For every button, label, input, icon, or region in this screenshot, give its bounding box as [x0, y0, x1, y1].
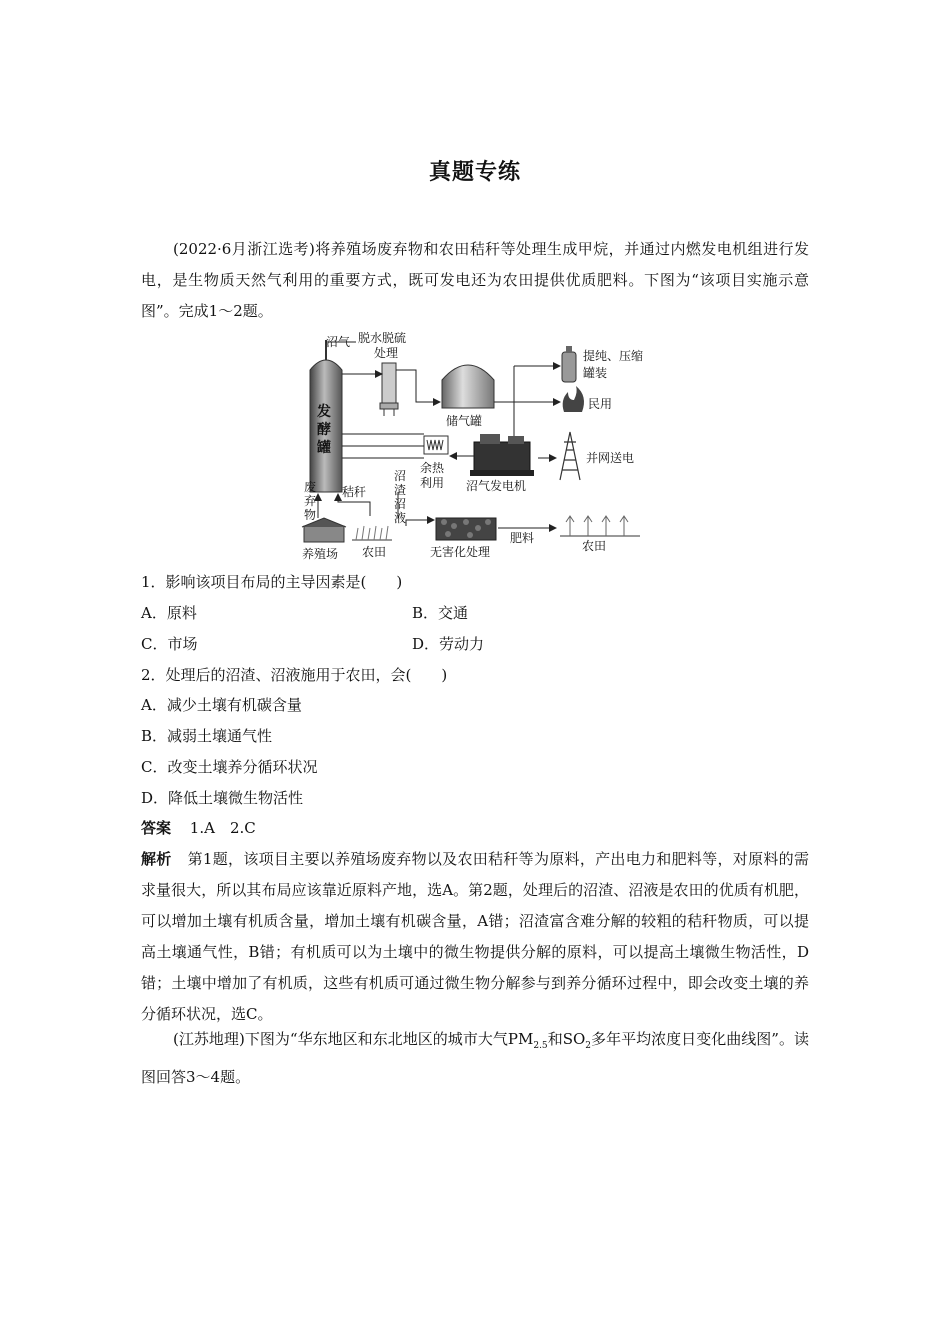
q1-option-d: D．劳动力 — [412, 635, 485, 653]
answer-text: 1.A 2.C — [189, 819, 256, 837]
heat-label-2: 利用 — [420, 476, 445, 490]
next-part2: 和SO — [547, 1030, 586, 1048]
generator-label: 沼气发电机 — [466, 479, 527, 493]
dehydrate-label-1: 脱水脱硫 — [358, 331, 407, 345]
residue-label-2: 渣 — [394, 483, 407, 497]
flame-icon — [563, 386, 584, 412]
heat-exchanger — [424, 436, 448, 454]
harmless-treatment-pile — [436, 518, 496, 540]
next-sub1: 2.5 — [533, 1041, 548, 1051]
civil-label: 民用 — [588, 397, 613, 411]
ferment-label-3: 罐 — [317, 440, 331, 456]
ferment-label-2: 酵 — [317, 422, 331, 438]
q2-option-a: A．减少土壤有机碳含量 — [141, 696, 302, 714]
q2-option-c: C．改变土壤养分循环状况 — [141, 758, 318, 776]
residue-label-4: 液 — [394, 511, 407, 525]
q2-option-b: B．减弱土壤通气性 — [141, 727, 273, 745]
field-right-label: 农田 — [582, 539, 607, 553]
intro-paragraph: (2022·6月浙江选考)将养殖场废弃物和农田秸秆等处理生成甲烷，并通过内燃发电机组进行发电，是生物质天然气利用的重要方式，既可发电还为农田提供优质肥料。下图为“该项目实施示意图”。完成1～2题。 — [141, 240, 809, 320]
next-part1: (江苏地理)下图为“华东地区和东北地区的城市大气PM — [173, 1030, 534, 1048]
answer-label: 答案 — [141, 819, 172, 837]
storage-label: 储气罐 — [446, 414, 483, 428]
purify-label-2: 罐装 — [583, 366, 608, 380]
waste-label-1: 废 — [304, 480, 317, 494]
grid-label: 并网送电 — [586, 451, 635, 465]
field-right — [560, 516, 640, 536]
analysis-label: 解析 — [141, 850, 172, 868]
farm-label: 养殖场 — [302, 547, 339, 561]
straw-label: 秸秆 — [342, 485, 367, 499]
analysis-paragraph — [141, 844, 809, 1030]
project-diagram — [298, 330, 658, 565]
q1-option-a: A．原料 — [141, 604, 197, 622]
fertilizer-label: 肥料 — [510, 531, 535, 545]
residue-label-1: 沼 — [394, 469, 407, 483]
answer-line — [141, 818, 256, 838]
next-sub2: 2 — [585, 1041, 592, 1051]
dehydrate-label-2: 处理 — [374, 346, 399, 360]
q1-stem: 1．影响该项目布局的主导因素是( ) — [141, 573, 403, 591]
page-title: 真题专练 — [428, 160, 521, 185]
ferment-label-1: 发 — [317, 404, 331, 420]
biogas-label: 沼气 — [326, 335, 351, 349]
analysis-text: 第1题，该项目主要以养殖场废弃物以及农田秸秆等为原料，产出电力和肥料等，对原料的需求量很大，所以其布局应该靠近原料产地，选A。第2题，处理后的沼渣、沼液是农田的优质有机肥，可以增加土壤有机质含量，增加土壤有机碳含量，A错；沼渣富含难分解的较粗的秸秆物质，可以提高土壤通气性，B错；有机质可以为土壤中的微生物提供分解的原料，可以提高土壤微生物活性，D错；土壤中增加了有机质，这些有机质可通过微生物分解参与到养分循环过程中，即会改变土壤的养分循环状况，选C。 — [141, 850, 809, 1023]
waste-label-3: 物 — [304, 508, 317, 522]
next-intro-paragraph — [141, 1024, 809, 1093]
harmless-label: 无害化处理 — [430, 545, 491, 559]
generator — [470, 434, 534, 476]
storage-tank — [442, 365, 494, 408]
heat-label-1: 余热 — [420, 461, 445, 475]
gas-canister — [562, 346, 576, 382]
q2-option-d: D．降低土壤微生物活性 — [141, 789, 304, 807]
power-tower-icon — [560, 432, 580, 480]
next-part3: 多年平均浓度日变化曲线图”。读图回答3～4题。 — [141, 1030, 810, 1086]
waste-label-2: 弃 — [304, 494, 317, 508]
dehydration-column — [380, 363, 398, 416]
residue-label-3: 沼 — [394, 497, 407, 511]
q1-option-b: B．交通 — [412, 604, 469, 622]
field-left-label: 农田 — [362, 545, 387, 559]
q2-stem: 2．处理后的沼渣、沼液施用于农田，会( ) — [141, 666, 448, 684]
field-left — [352, 526, 392, 540]
q1-option-c: C．市场 — [141, 635, 198, 653]
purify-label-1: 提纯、压缩 — [583, 349, 644, 363]
